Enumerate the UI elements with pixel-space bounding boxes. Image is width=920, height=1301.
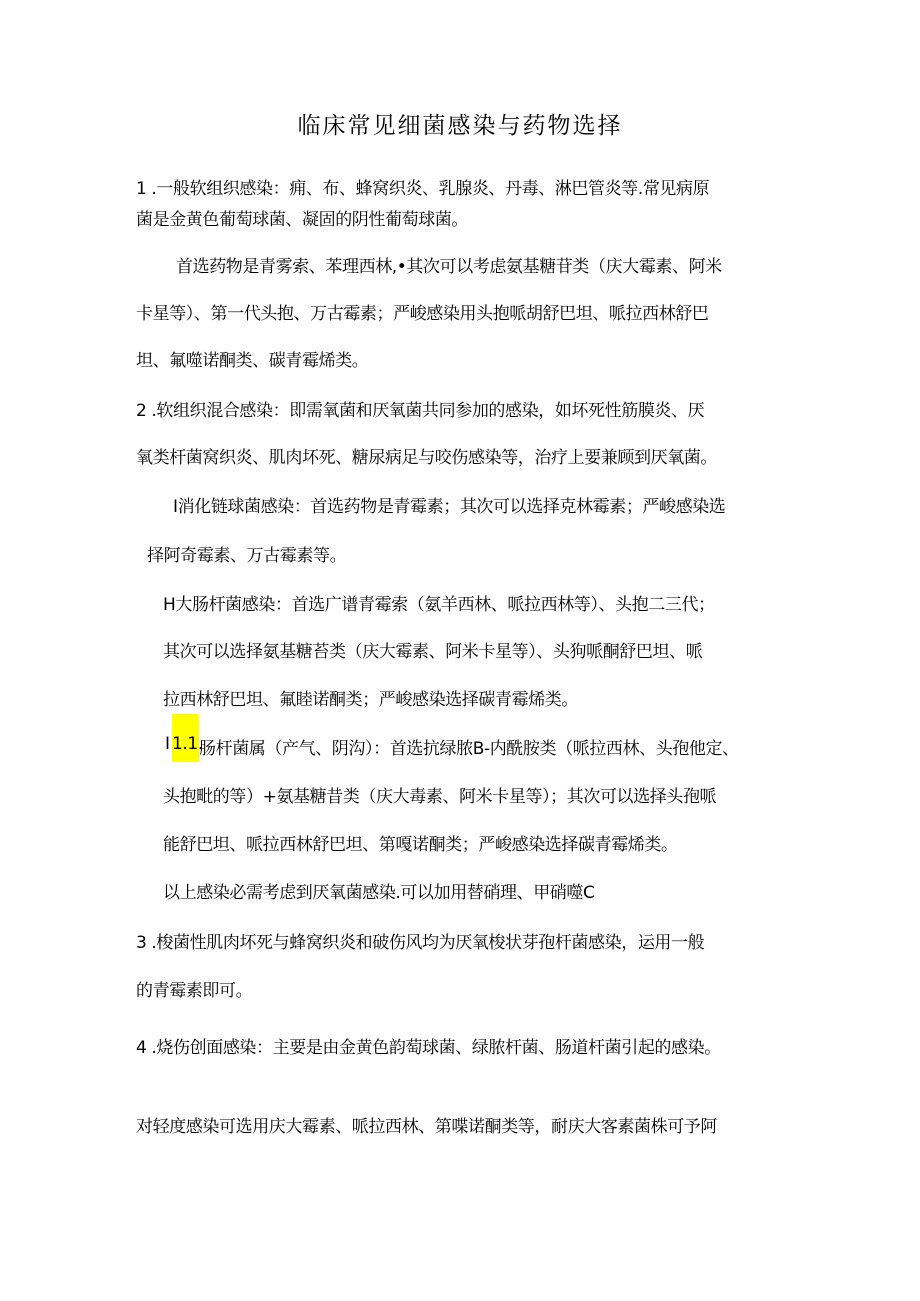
paragraph-line: 的青霉素即可。 <box>136 981 253 1001</box>
paragraph-line: 菌是金黄色葡萄球菌、凝固的阴性葡萄球菌。 <box>136 210 468 230</box>
highlighted-text: 1.1. <box>172 734 203 754</box>
paragraph-line: 氧类杆菌窝织炎、肌肉坏死、糖尿病足与咬伤感染等，治疗上要兼顾到厌氧菌。 <box>136 448 717 468</box>
paragraph-line: 首选药物是青雾索、苯理西林,•其次可以考虑氨基糖苷类（庆大霉素、阿米 <box>176 257 722 277</box>
paragraph-line: H大肠杆菌感染：首选广谱青霉索（氨羊西林、哌拉西林等）、头抱二三代； <box>163 595 715 615</box>
paragraph-line: 择阿奇霉素、万古霉素等。 <box>147 546 347 566</box>
paragraph-line: 坦、氟噬诺酮类、碳青霉烯类。 <box>136 351 369 371</box>
paragraph-line: 其次可以选择氨基糖苔类（庆大霉素、阿米卡星等）、头狗哌酮舒巴坦、哌 <box>163 642 703 662</box>
document-title: 临床常见细菌感染与药物选择 <box>297 113 623 139</box>
paragraph-line: 头抱毗的等）+氨基糖昔类（庆大毒素、阿米卡星等）；其次可以选择头孢哌 <box>163 787 717 807</box>
paragraph-line: 能舒巴坦、哌拉西林舒巴坦、第嘎诺酮类；严峻感染选择碳青霉烯类。 <box>163 835 678 855</box>
paragraph-line: I消化链球菌感染：首选药物是青霉素；其次可以选择克林霉素；严峻感染选 <box>173 497 726 517</box>
paragraph-line-prefix: I <box>165 734 170 754</box>
paragraph-line: 对轻度感染可选用庆大霉素、哌拉西林、第喋诺酮类等，耐庆大客素菌株可予阿 <box>136 1117 717 1137</box>
paragraph-line: 1 .一般软组织感染：痈、布、蜂窝织炎、乳腺炎、丹毒、淋巴管炎等.常见病原 <box>136 179 710 199</box>
paragraph-line: 肠杆菌属（产气、阴沟）：首选抗绿脓B-内酰胺类（哌拉西林、头孢他定、 <box>199 739 739 759</box>
paragraph-line: 2 .软组织混合感染：即需氧菌和厌氧菌共同参加的感染，如坏死性筋膜炎、厌 <box>136 401 705 421</box>
paragraph-line: 卡星等）、第一代头抱、万古霉素；严峻感染用头抱哌胡舒巴坦、哌拉西林舒巴 <box>136 304 709 324</box>
paragraph-line: 3 .梭菌性肌肉坏死与蜂窝织炎和破伤风均为厌氧梭状芽孢杆菌感染，运用一般 <box>136 933 705 953</box>
paragraph-line: 拉西林舒巴坦、氟睦诺酮类；严峻感染选择碳青霉烯类。 <box>163 690 578 710</box>
paragraph-line: 4 .烧伤创面感染：主要是由金黄色韵萄球菌、绿脓杆菌、肠道杆菌引起的感染。 <box>136 1038 721 1058</box>
paragraph-line: 以上感染必需考虑到厌氧菌感染.可以加用替硝理、甲硝噬C <box>163 883 595 903</box>
